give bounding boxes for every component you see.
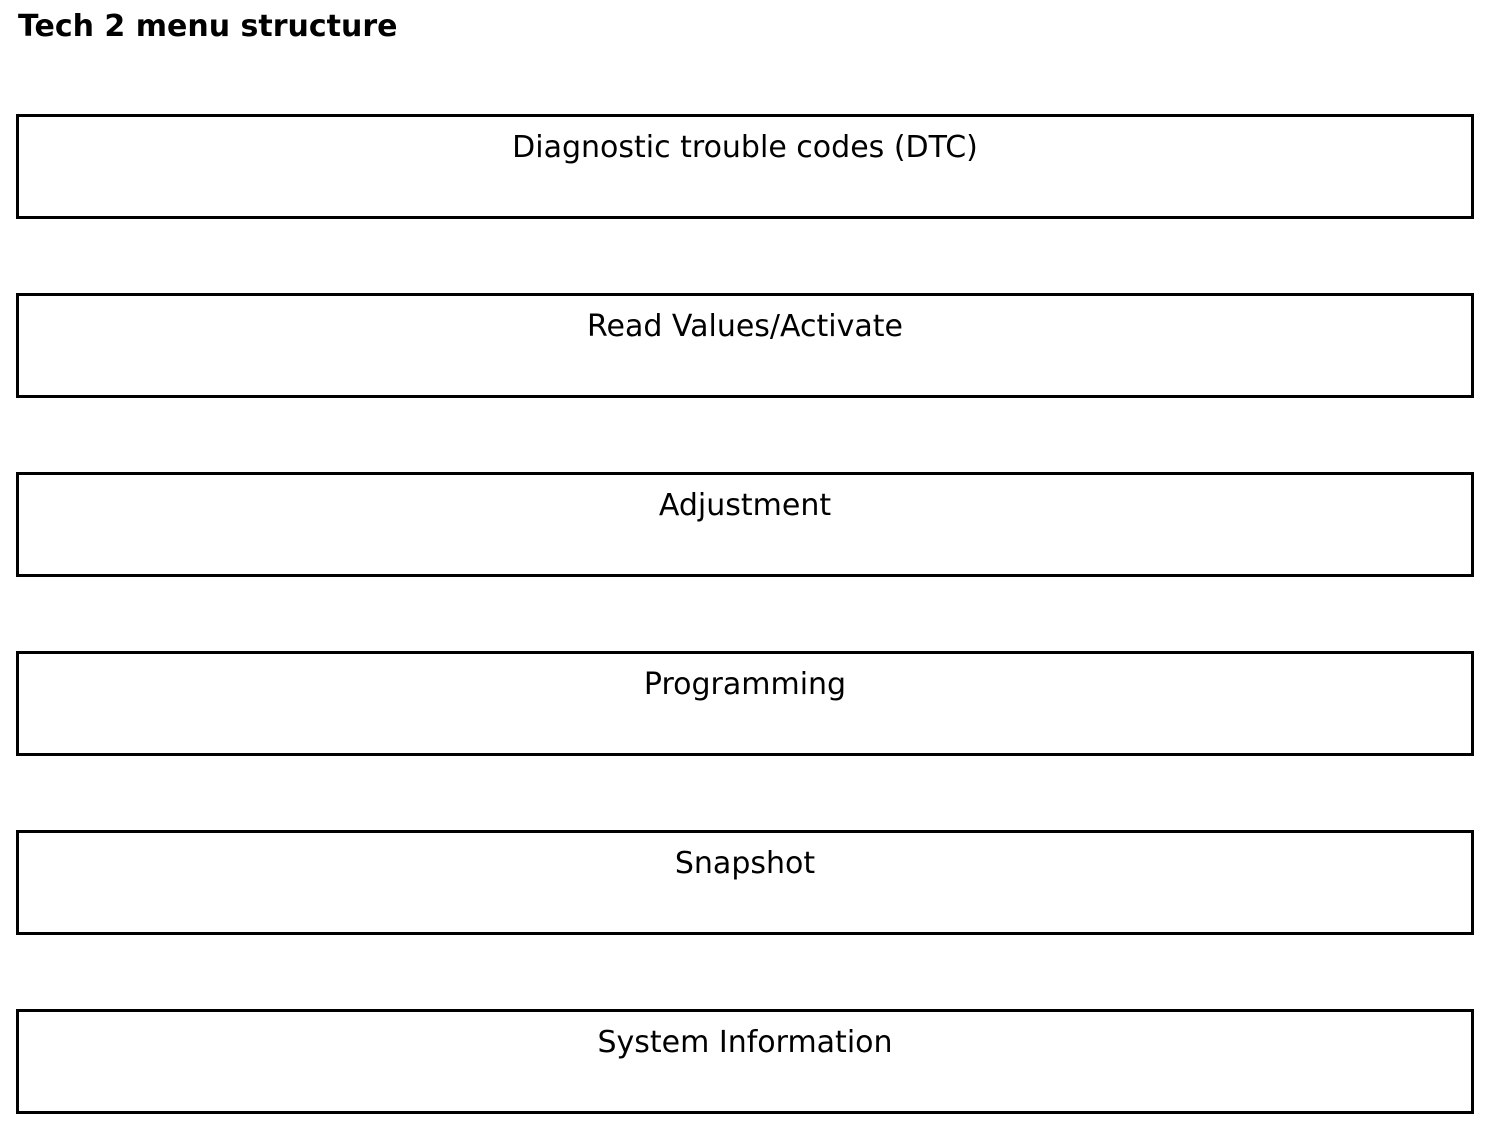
page-title: Tech 2 menu structure xyxy=(18,9,398,44)
menu-item-read-values-activate[interactable] xyxy=(16,293,1474,398)
menu-item-snapshot[interactable] xyxy=(16,830,1474,935)
menu-item-programming[interactable] xyxy=(16,651,1474,756)
menu-item-label: Read Values/Activate xyxy=(587,309,903,344)
menu-item-system-information[interactable] xyxy=(16,1009,1474,1114)
menu-item-label: System Information xyxy=(597,1025,893,1060)
menu-item-adjustment[interactable] xyxy=(16,472,1474,577)
menu-item-dtc[interactable] xyxy=(16,114,1474,219)
menu-list xyxy=(16,114,1474,1114)
menu-item-label: Programming xyxy=(643,667,847,702)
menu-item-label: Snapshot xyxy=(674,846,816,881)
menu-item-label: Adjustment xyxy=(658,488,832,523)
menu-item-label: Diagnostic trouble codes (DTC) xyxy=(512,130,978,165)
